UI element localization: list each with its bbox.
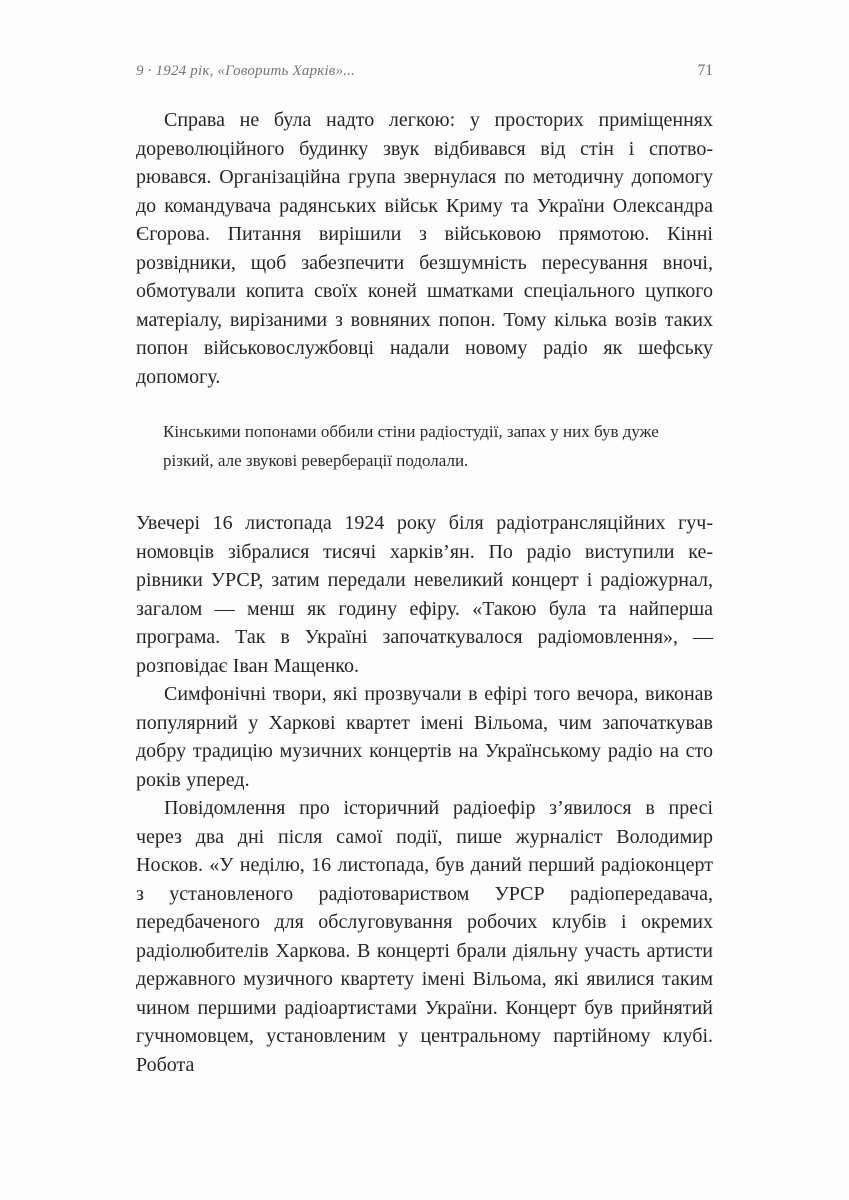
- paragraph-symphonic-works: Симфонічні твори, які прозвучали в ефірі того вечора, виконав популярний у Харкові квартет імені Вільома, чим започаткував добру традицію музичних концертів на Українському радіо на сто років уперед.: [136, 683, 713, 791]
- page-body: [136, 106, 713, 1079]
- running-head: 9 · 1924 рік, «Говорить Харків»...: [136, 63, 356, 79]
- paragraph-first-broadcast: Увечері 16 листопада 1924 року біля радіотрансляційних гучномовців зібралися тисячі харків’ян. По радіо виступили керівники УРСР, затим передали невеликий концерт і радіожурнал, загалом — менш як годину ефіру. «Такою була та найперша програма. Так в Україні започаткувалося радіомовлення», — розповідає Іван Мащенко.: [136, 512, 713, 677]
- page-header: [136, 62, 713, 80]
- paragraph-horse-blankets: Справа не була надто легкою: у просторих приміщеннях дореволюційного будинку звук відбивався від стін і спотворювався. Організаційна група звернулася по методичну допомогу до командувача радянських військ Криму та України Олександра Єгорова. Питання вирішили з військовою прямотою. Кінні розвідники, щоб забезпечити безшумність пересування вночі, обмотували копита своїх коней шматками спеціального цупкого матеріалу, вирізаними з вовняних попон. Тому кілька возів таких попон військовослужбовці надали новому радіо як шефську допомогу.: [136, 109, 713, 388]
- page-number: 71: [697, 62, 713, 79]
- paragraph-press-report: Повідомлення про історичний радіоефір з’явилося в пресі через два дні після самої події, пише журналіст Володимир Носков. «У неділю, 16 листопада, був даний перший радіоконцерт з установленого радіотовариством УРСР радіопередавача, передбаченого для обслуговування робочих клубів і окремих радіолюбителів Харкова. В концерті брали діяльну участь артисти державного музичного квартету імені Вільома, які явилися таким чином першими радіоартистами України. Концерт був прийнятий гучномовцем, установленим у центральному партійному клубі. Робота: [136, 797, 713, 1076]
- block-quote-studio-walls: Кінськими попонами оббили стіни радіостудії, запах у них був дуже різкий, але звукові реверберації подолали.: [163, 422, 659, 470]
